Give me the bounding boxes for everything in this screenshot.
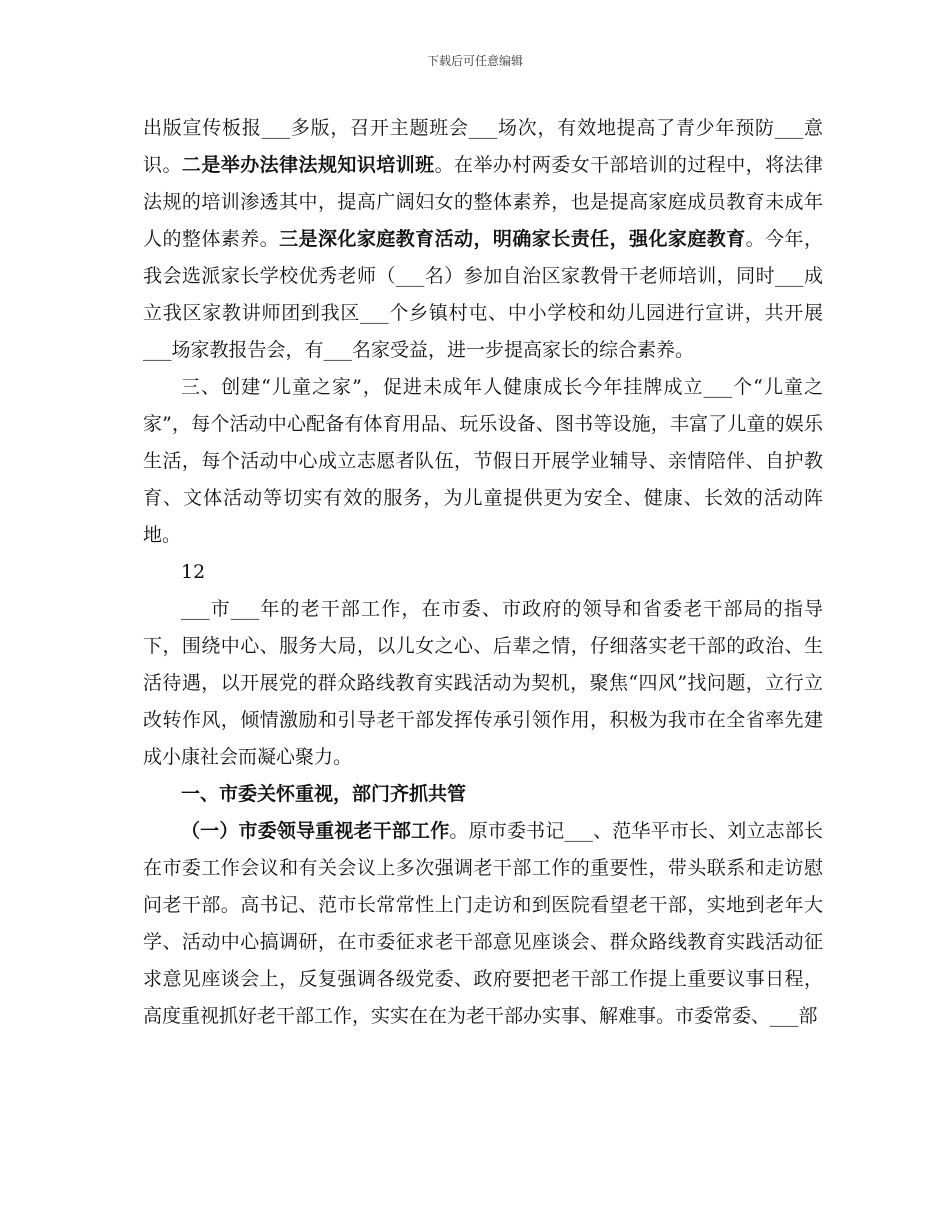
paragraph-6-text: 。原市委书记___、范华平市长、刘立志部长在市委工作会议和有关会议上多次强调老干部工作的重要性，带头联系和走访慰问老干部。高书记、范市长常常性上门走访和到医院看望老干部，实地到老年大学、活动中心搞调研，在市委征求老干部意见座谈会、群众路线教育实践活动征求意见座谈会上，反复强调各级党委、政府要把老干部工作提上重要议事日程，高度重视抓好老干部工作，实实在在为老干部办实事、解难事。市委常委、___部 [143, 820, 823, 1027]
paragraph-1 [143, 110, 823, 369]
document-body [143, 110, 823, 1035]
paragraph-1-text-b: 。在举办村两委女干部培训的过程中，将法律法规的培训渗透其中，提高广阔妇女的整体素养，也是提高家庭成员教育未成年人的整体素养。 [143, 154, 823, 250]
paragraph-2: 三、创建“儿童之家”，促进未成年人健康成长今年挂牌成立___个“儿童之家”，每个活动中心配备有体育用品、玩乐设备、图书等设施，丰富了儿童的娱乐生活，每个活动中心成立志愿者队伍，节假日开展学业辅导、亲情陪伴、自护教育、文体活动等切实有效的服务，为儿童提供更为安全、健康、长效的活动阵地。 [143, 376, 823, 546]
paragraph-1-text-a: 出版宣传板报___多版，召开主题班会___场次，有效地提高了青少年预防___意识。 [143, 117, 823, 176]
section-heading: 一、市委关怀重视，部门齐抓共管 [181, 783, 467, 805]
paragraph-4: ___市___年的老干部工作，在市委、市政府的领导和省委老干部局的指导下，围绕中心、服务大局，以儿女之心、后辈之情，仔细落实老干部的政治、生活待遇，以开展党的群众路线教育实践活动为契机，聚焦“四风”找问题，立行立改转作风，倾情激励和引导老干部发挥传承引领作用，积极为我市在全省率先建成小康社会而凝心聚力。 [143, 598, 823, 768]
paragraph-1-bold-a: 二是举办法律法规知识培训班 [181, 154, 435, 176]
paragraph-1-bold-b: 三是深化家庭教育活动，明确家长责任，强化家庭教育 [279, 228, 746, 250]
page-header: 下载后可任意编辑 [426, 54, 523, 68]
paragraph-3: 12 [181, 561, 206, 583]
paragraph-6 [143, 813, 823, 1035]
paragraph-6-bold: （一）市委领导重视老干部工作 [181, 820, 450, 842]
paragraph-1-text-c: 。今年，我会选派家长学校优秀老师（___名）参加自治区家教骨干老师培训，同时___成立我区家教讲师团到我区___个乡镇村屯、中小学校和幼儿园进行宣讲，共开展___场家教报告会，有___名家受益，进一步提高家长的综合素养。 [143, 228, 823, 361]
